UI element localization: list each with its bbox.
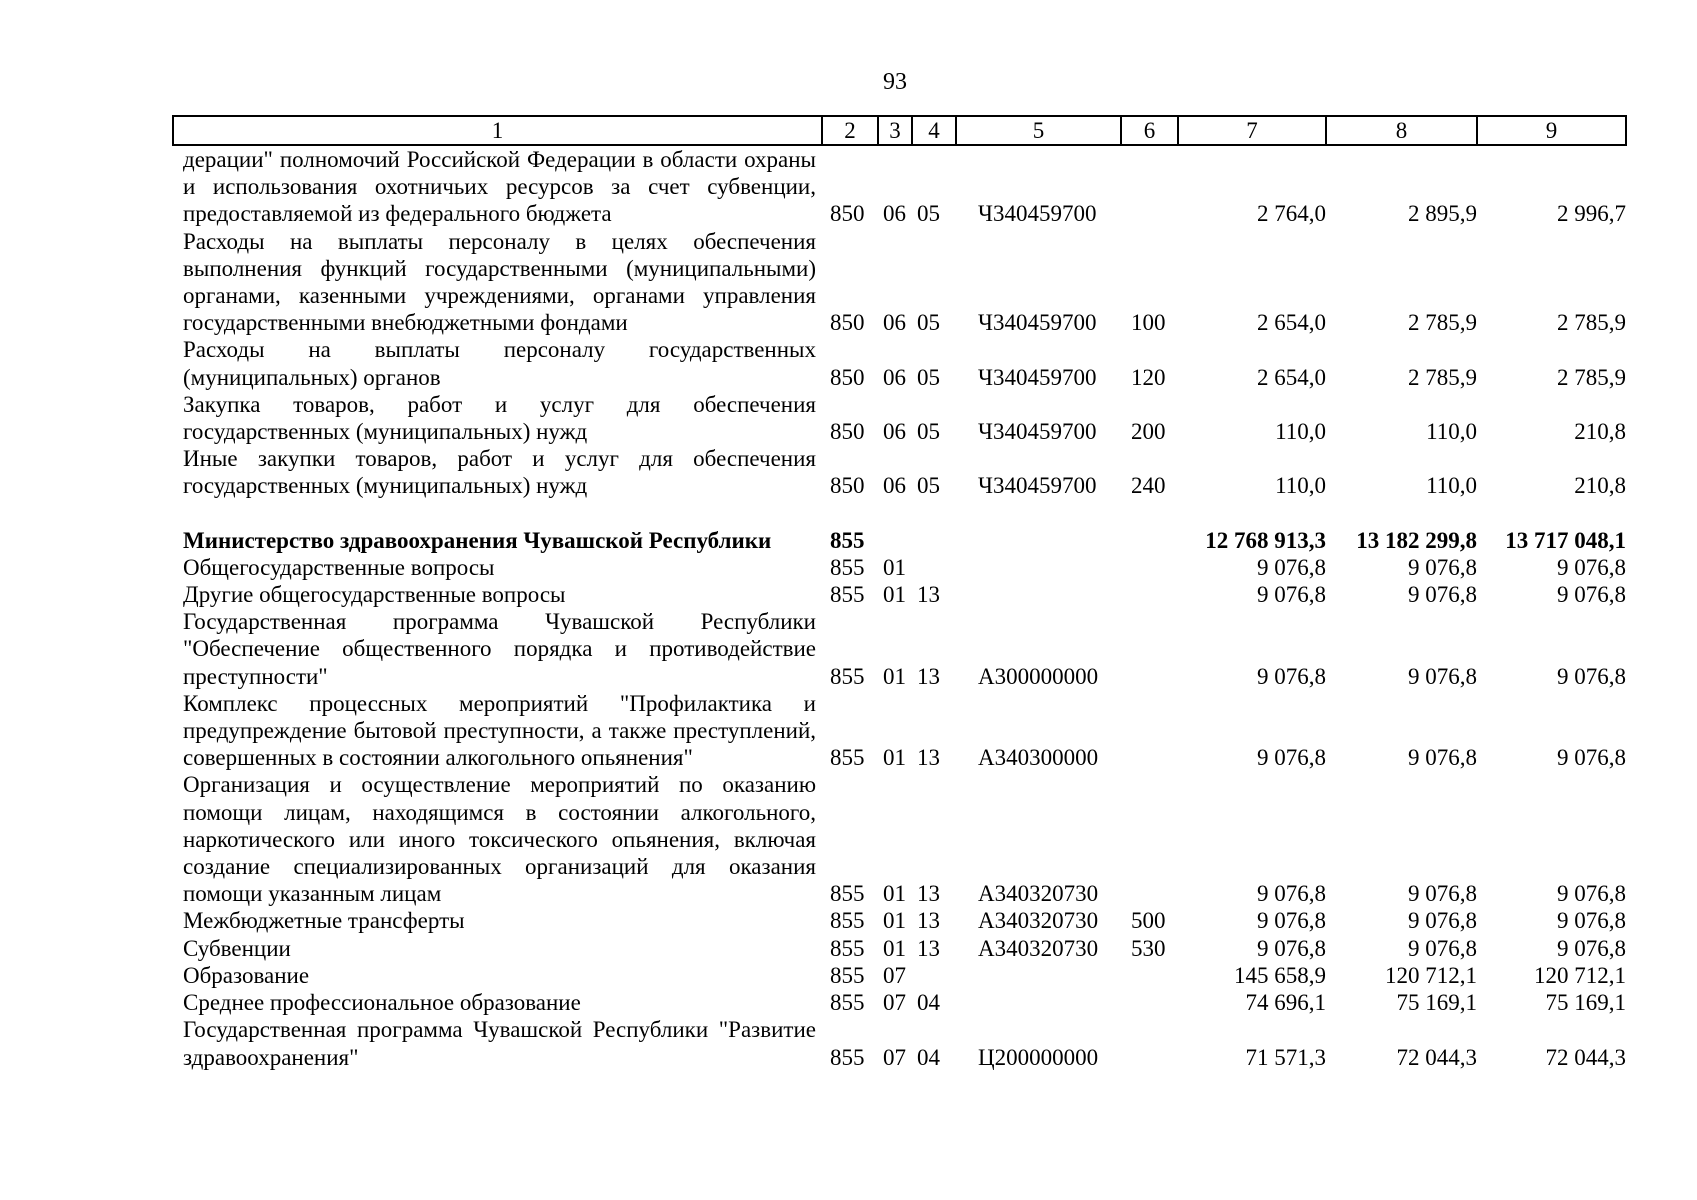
row-value-2024: 2 654,0 <box>1257 310 1326 336</box>
row-value-2024: 9 076,8 <box>1257 881 1326 907</box>
row-csr-code <box>956 989 1121 1016</box>
row-csr-code: А300000000 <box>978 663 1099 689</box>
row-value-2026: 9 076,8 <box>1557 582 1626 608</box>
table-row <box>173 690 1626 772</box>
row-value-2024: 9 076,8 <box>1257 663 1326 689</box>
row-name: Образование <box>183 962 310 988</box>
row-value-2024: 74 696,1 <box>1245 990 1326 1016</box>
row-pr-code: 01 <box>883 582 906 608</box>
row-ps-code: 05 <box>917 473 940 499</box>
row-csr-code <box>956 554 1121 581</box>
row-ps-code: 05 <box>917 364 940 390</box>
row-name: Иные закупки товаров, работ и услуг для обеспечения государственных (муниципальных) нужд <box>183 446 816 499</box>
row-name: Министерство здравоохранения Чувашской Республики <box>183 527 772 553</box>
row-csr-code: А340320730 <box>978 881 1099 907</box>
row-pr-code: 06 <box>883 201 906 227</box>
row-value-2026: 13 717 048,1 <box>1505 527 1626 553</box>
row-pr-code: 06 <box>883 419 906 445</box>
row-value-2026: 210,8 <box>1574 473 1626 499</box>
row-vr-code <box>1121 690 1178 772</box>
table-row <box>173 554 1626 581</box>
row-csr-code <box>956 581 1121 608</box>
row-value-2025: 13 182 299,8 <box>1356 527 1477 553</box>
row-name: Общегосударственные вопросы <box>183 554 495 580</box>
table-header <box>173 116 1626 145</box>
table-row <box>173 989 1626 1016</box>
row-ps-code <box>912 527 956 554</box>
row-value-2026: 210,8 <box>1574 419 1626 445</box>
row-value-2025: 120 712,1 <box>1385 962 1477 988</box>
table-row <box>173 771 1626 907</box>
row-value-2024: 9 076,8 <box>1257 745 1326 771</box>
row-vr-code: 240 <box>1131 473 1166 499</box>
row-value-2024: 110,0 <box>1275 419 1326 445</box>
table-row <box>173 228 1626 337</box>
row-pr-code: 07 <box>883 1044 906 1070</box>
row-pr-code: 06 <box>883 364 906 390</box>
table-row <box>173 935 1626 962</box>
row-name: Среднее профессиональное образование <box>183 990 581 1016</box>
row-value-2025: 110,0 <box>1426 419 1477 445</box>
row-csr-code: Ч340459700 <box>978 419 1097 445</box>
row-vr-code <box>1121 771 1178 907</box>
row-value-2026: 75 169,1 <box>1545 990 1626 1016</box>
row-vr-code <box>1121 608 1178 690</box>
row-value-2025: 9 076,8 <box>1408 881 1477 907</box>
row-name: Государственная программа Чувашской Республики "Развитие здравоохранения" <box>183 1017 816 1070</box>
row-pr-code: 06 <box>883 310 906 336</box>
row-value-2025: 9 076,8 <box>1408 935 1477 961</box>
header-col-8: 8 <box>1326 116 1477 145</box>
row-value-2025: 2 895,9 <box>1408 201 1477 227</box>
row-pr-code: 01 <box>883 745 906 771</box>
row-vr-code <box>1121 989 1178 1016</box>
row-ps-code: 13 <box>917 663 940 689</box>
row-gr-code: 855 <box>830 881 865 907</box>
row-vr-code: 100 <box>1131 310 1166 336</box>
row-value-2024: 145 658,9 <box>1234 962 1326 988</box>
row-pr-code: 01 <box>883 881 906 907</box>
row-value-2026: 9 076,8 <box>1557 935 1626 961</box>
row-value-2026: 9 076,8 <box>1557 881 1626 907</box>
row-csr-code: Ч340459700 <box>978 364 1097 390</box>
row-gr-code: 855 <box>830 908 865 934</box>
budget-table <box>172 115 1627 1071</box>
row-value-2024: 9 076,8 <box>1257 582 1326 608</box>
row-csr-code: А340320730 <box>978 935 1099 961</box>
row-pr-code: 01 <box>883 663 906 689</box>
row-gr-code: 855 <box>830 990 865 1016</box>
row-value-2026: 9 076,8 <box>1557 745 1626 771</box>
row-csr-code: А340320730 <box>978 908 1099 934</box>
row-gr-code: 855 <box>830 663 865 689</box>
row-value-2024: 9 076,8 <box>1257 554 1326 580</box>
row-csr-code: Ч340459700 <box>978 201 1097 227</box>
header-col-3: 3 <box>878 116 912 145</box>
row-value-2026: 2 996,7 <box>1557 201 1626 227</box>
header-col-7: 7 <box>1178 116 1326 145</box>
table-row <box>173 907 1626 934</box>
table-row <box>173 336 1626 390</box>
row-name: Закупка товаров, работ и услуг для обеспечения государственных (муниципальных) нужд <box>183 391 816 445</box>
table-row <box>173 527 1626 554</box>
row-value-2024: 9 076,8 <box>1257 908 1326 934</box>
row-value-2025: 72 044,3 <box>1396 1044 1477 1070</box>
row-name: Расходы на выплаты персоналу государственных (муниципальных) органов <box>183 337 816 390</box>
row-vr-code: 120 <box>1131 364 1166 390</box>
row-pr-code: 01 <box>883 554 906 580</box>
row-value-2025: 2 785,9 <box>1408 364 1477 390</box>
row-ps-code: 05 <box>917 310 940 336</box>
row-value-2026: 9 076,8 <box>1557 663 1626 689</box>
header-col-9: 9 <box>1477 116 1626 145</box>
header-col-6: 6 <box>1121 116 1178 145</box>
row-value-2024: 2 654,0 <box>1257 364 1326 390</box>
row-value-2025: 110,0 <box>1426 473 1477 499</box>
row-csr-code: Ч340459700 <box>978 310 1097 336</box>
row-ps-code: 05 <box>917 201 940 227</box>
row-name: Расходы на выплаты персоналу в целях обеспечения выполнения функций государственными (муниципальными) органами, казенными учреждениями, органами управления государственными внебюджетными фондами <box>183 228 816 336</box>
row-value-2024: 110,0 <box>1275 473 1326 499</box>
row-name: Государственная программа Чувашской Республики "Обеспечение общественного порядка и противодействие преступности" <box>183 609 816 689</box>
row-value-2025: 75 169,1 <box>1396 990 1477 1016</box>
row-value-2024: 2 764,0 <box>1257 201 1326 227</box>
row-pr-code: 01 <box>883 935 906 961</box>
row-ps-code: 13 <box>917 745 940 771</box>
row-value-2025: 9 076,8 <box>1408 554 1477 580</box>
row-value-2026: 72 044,3 <box>1545 1044 1626 1070</box>
row-pr-code: 07 <box>883 962 906 988</box>
row-gr-code: 850 <box>830 419 865 445</box>
row-ps-code <box>912 554 956 581</box>
row-gr-code: 855 <box>830 554 865 580</box>
row-gr-code: 855 <box>830 1044 865 1070</box>
row-pr-code: 06 <box>883 473 906 499</box>
row-vr-code <box>1121 554 1178 581</box>
row-vr-code <box>1121 1016 1178 1070</box>
table-body <box>173 145 1626 1071</box>
row-value-2025: 9 076,8 <box>1408 663 1477 689</box>
table-row <box>173 962 1626 989</box>
row-name: Комплекс процессных мероприятий "Профилактика и предупреждение бытовой преступности, а также преступлений, совершенных в состоянии алкогольного опьянения" <box>183 690 816 771</box>
row-vr-code: 500 <box>1131 908 1166 934</box>
header-col-1: 1 <box>173 116 822 145</box>
row-ps-code: 04 <box>917 1044 940 1070</box>
spacer-cell <box>173 500 1626 527</box>
row-ps-code <box>912 962 956 989</box>
row-pr-code: 07 <box>883 990 906 1016</box>
row-gr-code: 855 <box>830 527 865 553</box>
row-pr-code <box>878 527 912 554</box>
row-gr-code: 855 <box>830 962 865 988</box>
table-row <box>173 445 1626 499</box>
row-csr-code: А340300000 <box>978 745 1099 771</box>
row-ps-code: 13 <box>917 908 940 934</box>
row-ps-code: 05 <box>917 419 940 445</box>
row-gr-code: 850 <box>830 201 865 227</box>
row-vr-code <box>1121 145 1178 228</box>
row-vr-code <box>1121 962 1178 989</box>
row-name: Другие общегосударственные вопросы <box>183 582 566 608</box>
header-row <box>173 116 1626 145</box>
row-value-2025: 9 076,8 <box>1408 745 1477 771</box>
row-gr-code: 855 <box>830 745 865 771</box>
row-pr-code: 01 <box>883 908 906 934</box>
row-name: Межбюджетные трансферты <box>183 908 465 934</box>
row-value-2025: 2 785,9 <box>1408 310 1477 336</box>
row-value-2026: 2 785,9 <box>1557 310 1626 336</box>
row-spacer <box>173 500 1626 527</box>
page-number: 93 <box>883 69 907 95</box>
row-vr-code: 200 <box>1131 419 1166 445</box>
row-ps-code: 13 <box>917 881 940 907</box>
row-vr-code <box>1121 581 1178 608</box>
row-value-2026: 9 076,8 <box>1557 908 1626 934</box>
row-name: Организация и осуществление мероприятий по оказанию помощи лицам, находящимся в состоянии алкогольного, наркотического или иного токсического опьянения, включая создание специализированных организаций для оказания помощи указанным лицам <box>183 772 816 907</box>
row-gr-code: 850 <box>830 364 865 390</box>
row-ps-code: 04 <box>917 990 940 1016</box>
row-value-2025: 9 076,8 <box>1408 908 1477 934</box>
table-row <box>173 145 1626 228</box>
header-col-4: 4 <box>912 116 956 145</box>
row-csr-code <box>956 962 1121 989</box>
row-gr-code: 850 <box>830 473 865 499</box>
table-row <box>173 581 1626 608</box>
table-row <box>173 608 1626 690</box>
row-name: Субвенции <box>183 935 291 961</box>
row-gr-code: 855 <box>830 935 865 961</box>
row-vr-code: 530 <box>1131 935 1166 961</box>
table-row <box>173 1016 1626 1070</box>
row-value-2024: 9 076,8 <box>1257 935 1326 961</box>
table-row <box>173 391 1626 445</box>
row-value-2026: 120 712,1 <box>1534 962 1626 988</box>
row-ps-code: 13 <box>917 935 940 961</box>
row-value-2025: 9 076,8 <box>1408 582 1477 608</box>
row-csr-code <box>956 527 1121 554</box>
row-csr-code: Ч340459700 <box>978 473 1097 499</box>
header-col-2: 2 <box>822 116 878 145</box>
row-vr-code <box>1121 527 1178 554</box>
header-col-5: 5 <box>956 116 1121 145</box>
row-value-2024: 12 768 913,3 <box>1205 527 1326 553</box>
row-gr-code: 855 <box>830 582 865 608</box>
row-value-2024: 71 571,3 <box>1245 1044 1326 1070</box>
row-name: дерации" полномочий Российской Федерации в области охраны и использования охотничьих ресурсов за счет субвенции, предоставляемой из федерального бюджета <box>183 147 816 227</box>
row-value-2026: 9 076,8 <box>1557 554 1626 580</box>
row-value-2026: 2 785,9 <box>1557 364 1626 390</box>
row-gr-code: 850 <box>830 310 865 336</box>
row-csr-code: Ц200000000 <box>978 1044 1099 1070</box>
row-ps-code: 13 <box>917 582 940 608</box>
